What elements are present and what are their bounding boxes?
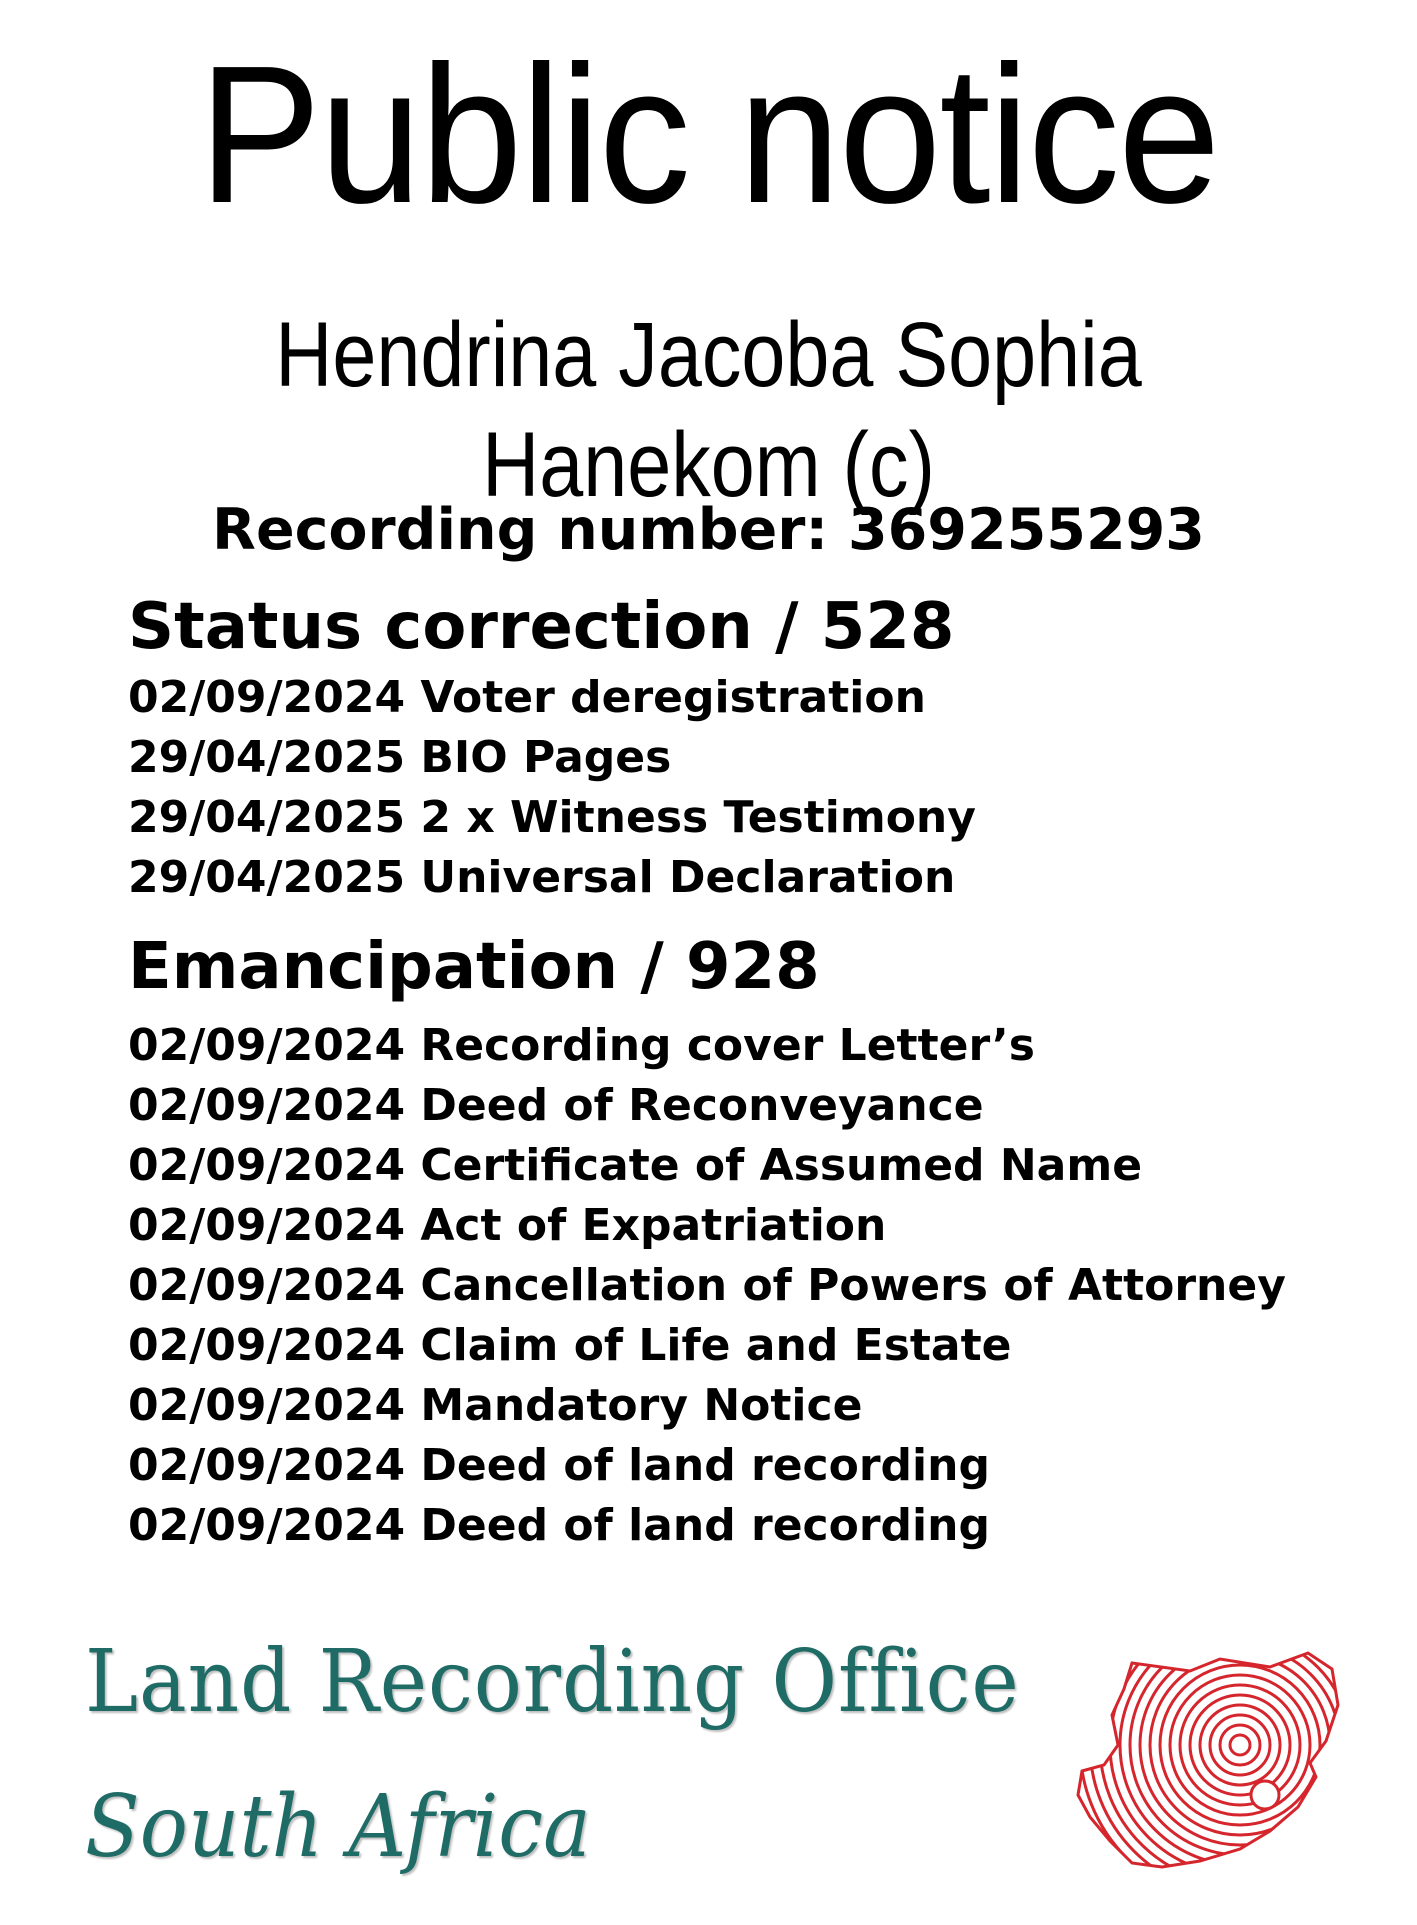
list-item: 02/09/2024 Certificate of Assumed Name xyxy=(128,1140,1143,1191)
emancipation-section xyxy=(128,928,1328,1556)
south-africa-fingerprint-map-icon xyxy=(1070,1645,1350,1875)
list-item: 29/04/2025 Universal Declaration xyxy=(128,852,956,903)
list-item: 02/09/2024 Cancellation of Powers of Attorney xyxy=(128,1260,1286,1311)
list-item: 02/09/2024 Mandatory Notice xyxy=(128,1380,863,1431)
section-heading: Status correction / 528 xyxy=(128,590,955,664)
notice-title: Public notice xyxy=(198,25,1219,244)
list-item: 29/04/2025 2 x Witness Testimony xyxy=(128,792,976,843)
office-name: Land Recording Office xyxy=(85,1632,1020,1732)
recording-number: Recording number: 369255293 xyxy=(212,497,1205,563)
office-country: South Africa xyxy=(85,1777,591,1877)
person-name: Hendrina Jacoba Sophia Hanekom (c) xyxy=(275,304,1142,516)
list-item: 02/09/2024 Deed of land recording xyxy=(128,1500,990,1551)
list-item: 02/09/2024 Voter deregistration xyxy=(128,672,926,723)
list-item: 02/09/2024 Claim of Life and Estate xyxy=(128,1320,1012,1371)
list-item: 02/09/2024 Recording cover Letter’s xyxy=(128,1020,1035,1071)
list-item: 02/09/2024 Deed of land recording xyxy=(128,1440,990,1491)
list-item: 29/04/2025 BIO Pages xyxy=(128,732,672,783)
section-heading: Emancipation / 928 xyxy=(128,930,820,1004)
list-item: 02/09/2024 Deed of Reconveyance xyxy=(128,1080,984,1131)
status-correction-section xyxy=(128,588,1328,908)
list-item: 02/09/2024 Act of Expatriation xyxy=(128,1200,887,1251)
